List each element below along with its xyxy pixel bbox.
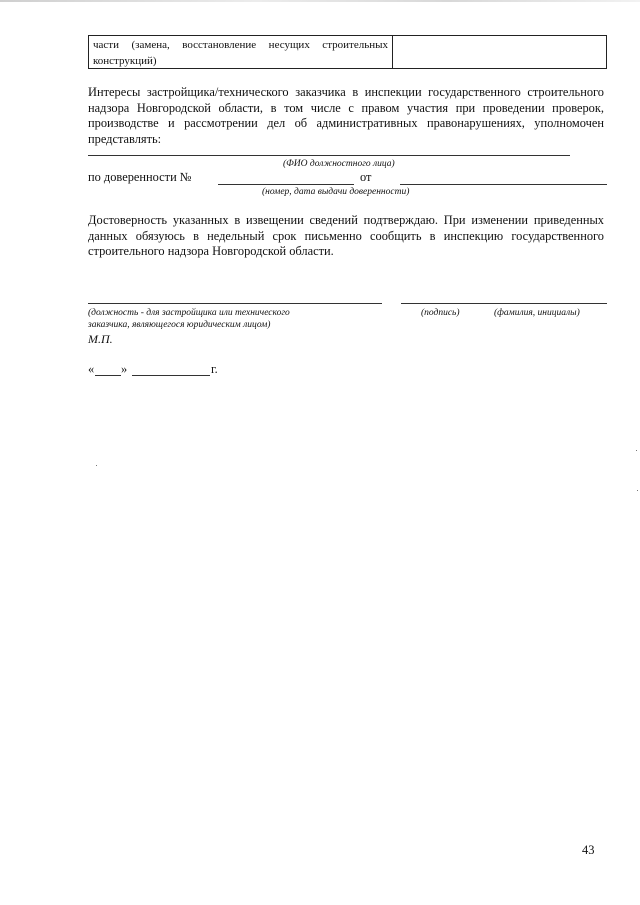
- position-caption-line1: (должность - для застройщика или технического: [88, 308, 290, 318]
- confirmation-paragraph: Достоверность указанных в извещении сведений подтверждаю. При изменении приведенных данных обязуюсь в недельный срок письменно сообщить в инспекцию государственного строительного надзора Новгородской области.: [88, 213, 604, 258]
- proxy-number-line: [218, 184, 354, 185]
- date-day-line: [95, 375, 121, 376]
- works-table-fragment: [88, 35, 607, 69]
- official-name-line: [88, 155, 570, 156]
- date-open-quote: «: [88, 362, 95, 376]
- surname-initials-caption: (фамилия, инициалы): [494, 308, 580, 318]
- scan-speck: [96, 465, 97, 466]
- stamp-placeholder: М.П.: [88, 332, 113, 346]
- scan-speck: [636, 450, 637, 451]
- official-name-caption: (ФИО должностного лица): [283, 159, 395, 169]
- proxy-caption: (номер, дата выдачи доверенности): [262, 187, 410, 197]
- date-month-line: [132, 375, 210, 376]
- signature-name-line: [401, 303, 607, 304]
- position-caption-line2: заказчика, являющегося юридическим лицом): [88, 320, 271, 330]
- proxy-date-label: от: [360, 170, 372, 184]
- page-number: 43: [582, 843, 595, 857]
- scan-speck: [637, 490, 638, 491]
- representative-paragraph: Интересы застройщика/технического заказчика в инспекции государственного строительного надзора Новгородской области, в том числе с правом участия при проведении проверок, производстве и рассмотрении дел об административных правонарушениях, уполномочен представлять:: [88, 85, 604, 146]
- proxy-date-line: [400, 184, 607, 185]
- signature-caption: (подпись): [421, 308, 460, 318]
- scan-edge: [0, 0, 640, 2]
- date-close-quote: »: [121, 362, 128, 376]
- table-cell-works-type: части (замена, восстановление несущих строительных конструкций): [89, 36, 393, 68]
- date-year-suffix: г.: [211, 362, 218, 376]
- position-line: [88, 303, 382, 304]
- proxy-number-label: по доверенности №: [88, 170, 192, 184]
